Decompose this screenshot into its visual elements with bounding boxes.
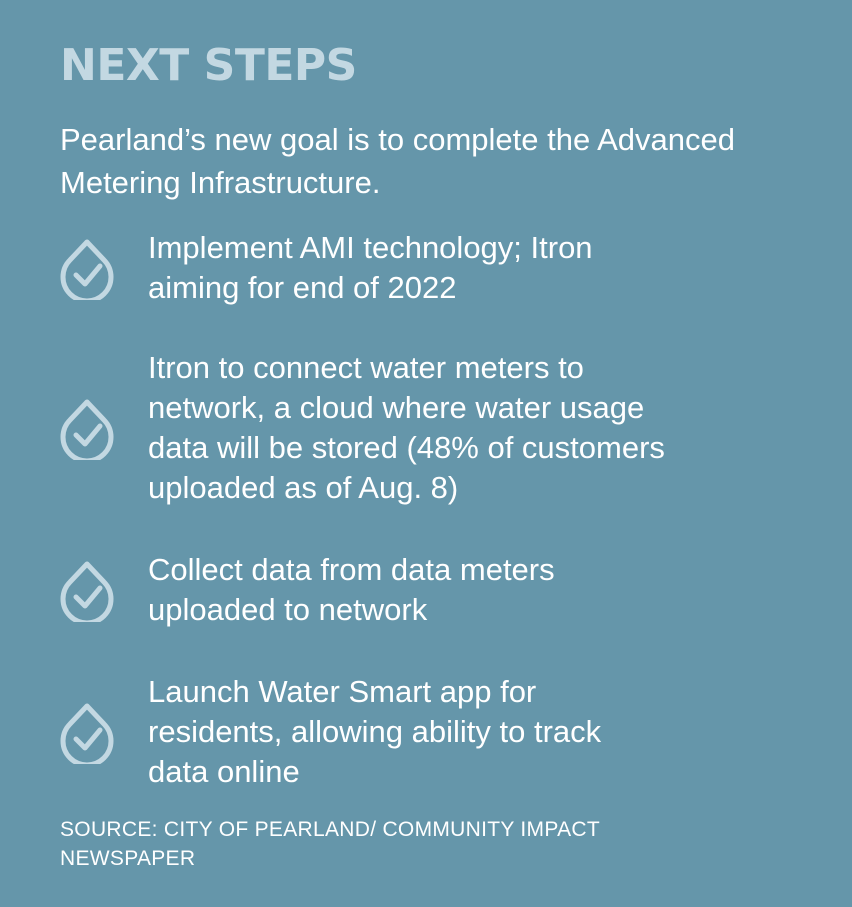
- intro-text: Pearland’s new goal is to complete the Advanced Metering Infrastructure.: [60, 122, 735, 200]
- step-text: Collect data from data meters uploaded to network: [148, 552, 555, 627]
- source-credit: SOURCE: CITY OF PEARLAND/ COMMUNITY IMPACT NEWSPAPER: [60, 818, 600, 870]
- step-item: [60, 672, 800, 792]
- step-text: Launch Water Smart app for residents, allowing ability to track data online: [148, 674, 602, 789]
- step-item: [60, 348, 800, 508]
- drop-check-icon: [60, 558, 114, 622]
- drop-check-icon: [60, 236, 114, 300]
- page-title: NEXT STEPS: [60, 40, 357, 91]
- step-text: Implement AMI technology; Itron aiming for end of 2022: [148, 230, 593, 305]
- step-text: Itron to connect water meters to network, a cloud where water usage data will be stored (48% of customers uploaded as of Aug. 8): [148, 350, 665, 505]
- step-item: [60, 550, 800, 630]
- drop-check-icon: [60, 700, 114, 764]
- step-item: [60, 228, 800, 308]
- drop-check-icon: [60, 396, 114, 460]
